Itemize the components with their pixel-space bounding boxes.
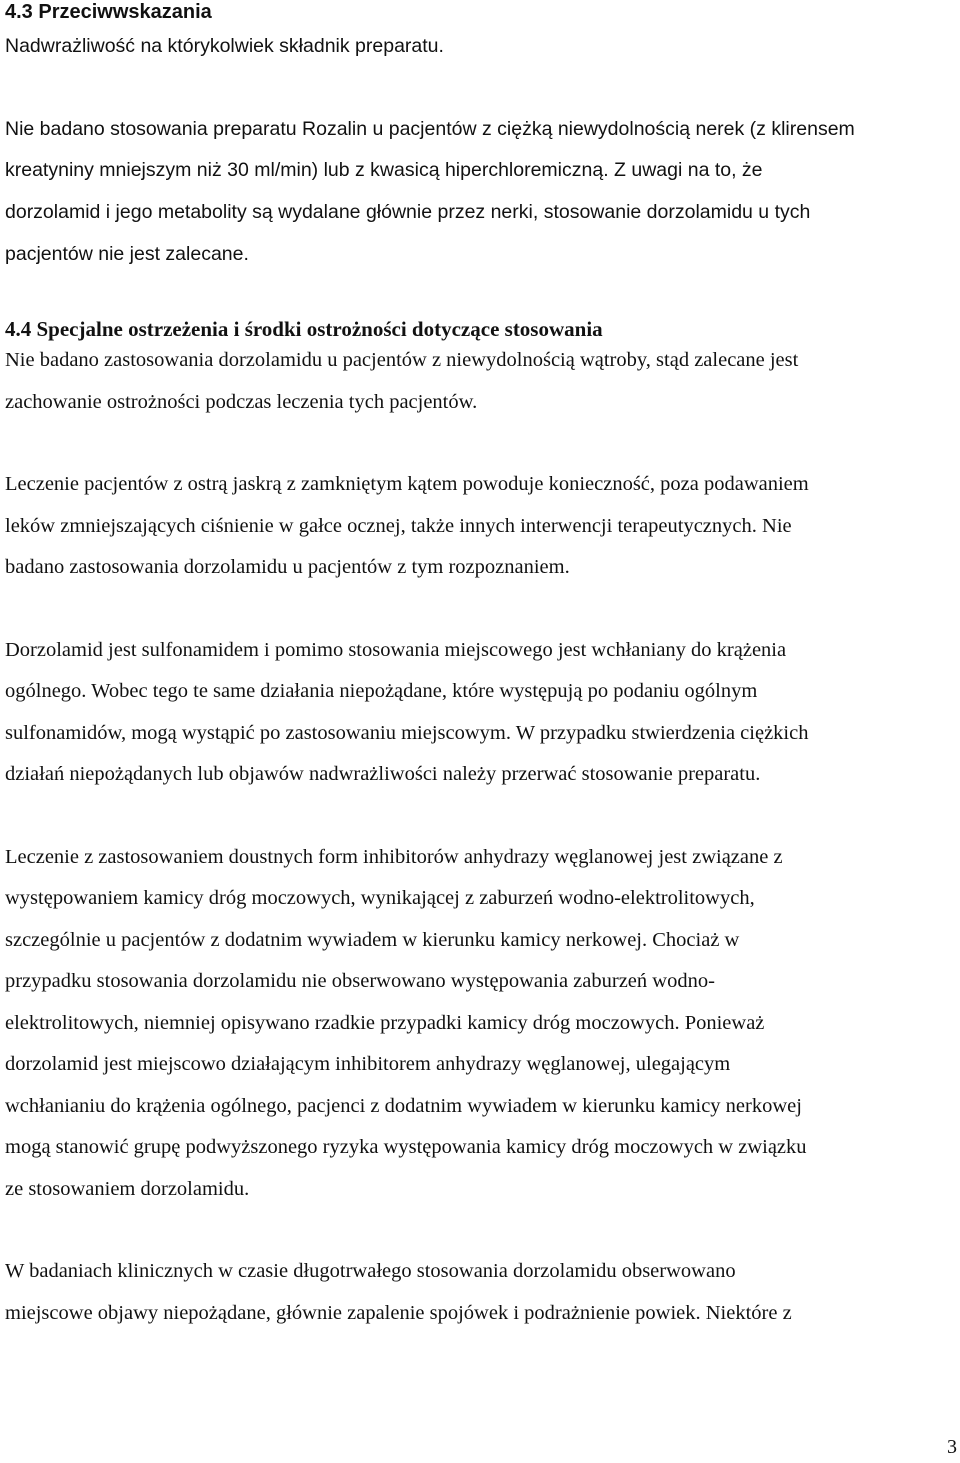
section-44-para5-line: W badaniach klinicznych w czasie długotrwałego stosowania dorzolamidu obserwowano — [5, 1260, 736, 1282]
section-43-contraindication-line: Nadwrażliwość na którykolwiek składnik preparatu. — [5, 35, 444, 57]
section-44-para3-line: Dorzolamid jest sulfonamidem i pomimo stosowania miejscowego jest wchłaniany do krążenia — [5, 638, 787, 661]
section-44-para4-line: Leczenie z zastosowaniem doustnych form inhibitorów anhydrazy węglanowej jest związane z — [5, 845, 783, 868]
paragraph-gap — [5, 275, 955, 317]
section-44-para3-line: sulfonamidów, mogą wystąpić po zastosowaniu miejscowym. W przypadku stwierdzenia ciężkich — [5, 721, 809, 744]
page-number: 3 — [947, 1436, 957, 1458]
section-43-para-line: Nie badano stosowania preparatu Rozalin u pacjentów z ciężką niewydolnością nerek (z klirensem — [5, 118, 855, 140]
section-43-para-line: dorzolamid i jego metabolity są wydalane głównie przez nerki, stosowanie dorzolamidu u tych — [5, 201, 811, 223]
section-44-para2-line: badano zastosowania dorzolamidu u pacjentów z tym rozpoznaniem. — [5, 556, 570, 578]
section-44-para4-line: elektrolitowych, niemniej opisywano rzadkie przypadki kamicy dróg moczowych. Ponieważ — [5, 1011, 765, 1034]
paragraph-gap — [5, 1210, 955, 1251]
paragraph-gap — [5, 423, 955, 464]
section-44-para3-line: działań niepożądanych lub objawów nadwrażliwości należy przerwać stosowanie preparatu. — [5, 763, 761, 785]
section-43-para-line: kreatyniny mniejszym niż 30 ml/min) lub z kwasicą hiperchloremiczną. Z uwagi na to, że — [5, 159, 763, 181]
section-44-para4-line: wchłanianiu do krążenia ogólnego, pacjenci z dodatnim wywiadem w kierunku kamicy nerkowej — [5, 1094, 802, 1117]
section-43-heading: 4.3 Przeciwwskazania — [5, 1, 212, 23]
document-page — [5, 0, 955, 1334]
section-44-para3-line: ogólnego. Wobec tego te same działania niepożądane, które występują po podaniu ogólnym — [5, 680, 758, 702]
section-44-para4-line: przypadku stosowania dorzolamidu nie obserwowano występowania zaburzeń wodno- — [5, 970, 715, 992]
section-44-para1-line: Nie badano zastosowania dorzolamidu u pacjentów z niewydolnością wątroby, stąd zalecane jest — [5, 349, 799, 371]
section-44-para2-line: Leczenie pacjentów z ostrą jaskrą z zamkniętym kątem powoduje konieczność, poza podawaniem — [5, 473, 809, 495]
section-44-para1-line: zachowanie ostrożności podczas leczenia tych pacjentów. — [5, 390, 478, 413]
section-44-heading: 4.4 Specjalne ostrzeżenia i środki ostrożności dotyczące stosowania — [5, 317, 603, 341]
section-43-para-line: pacjentów nie jest zalecane. — [5, 243, 249, 265]
section-44-para4-line: dorzolamid jest miejscowo działającym inhibitorem anhydrazy węglanowej, ulegającym — [5, 1053, 731, 1075]
section-44-para4-line: występowaniem kamicy dróg moczowych, wynikającej z zaburzeń wodno-elektrolitowych, — [5, 887, 755, 909]
paragraph-gap — [5, 589, 955, 630]
section-44-para2-line: leków zmniejszających ciśnienie w gałce ocznej, także innych interwencji terapeutycznych. Nie — [5, 514, 792, 537]
section-44-para5-line: miejscowe objawy niepożądane, głównie zapalenie spojówek i podrażnienie powiek. Niektóre z — [5, 1301, 792, 1324]
paragraph-gap — [5, 64, 955, 109]
section-44-para4-line: ze stosowaniem dorzolamidu. — [5, 1177, 250, 1200]
section-44-para4-line: mogą stanowić grupę podwyższonego ryzyka występowania kamicy dróg moczowych w związku — [5, 1136, 807, 1158]
paragraph-gap — [5, 796, 955, 837]
section-44-para4-line: szczególnie u pacjentów z dodatnim wywiadem w kierunku kamicy nerkowej. Chociaż w — [5, 928, 740, 951]
